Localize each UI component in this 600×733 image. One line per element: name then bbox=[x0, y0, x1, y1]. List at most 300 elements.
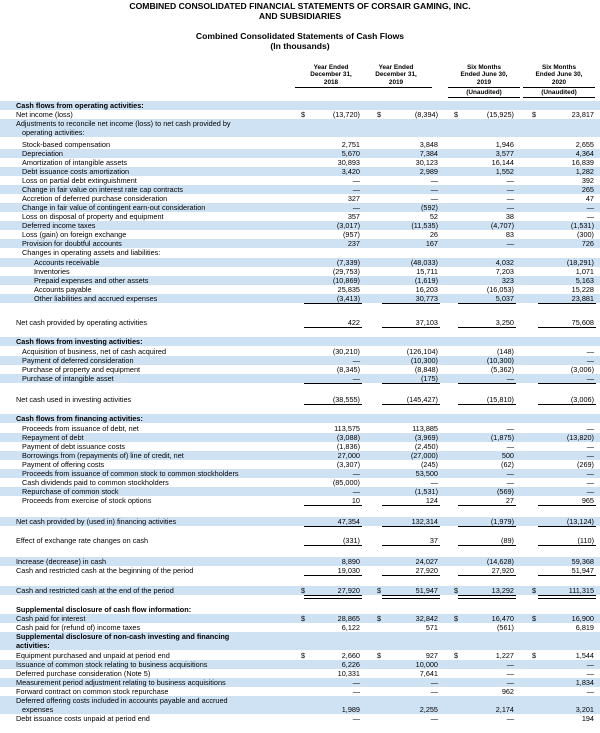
subtotal-underline bbox=[382, 383, 440, 384]
table-row bbox=[0, 110, 600, 119]
table-row bbox=[0, 714, 600, 723]
cell-value: (3,307) bbox=[336, 460, 360, 469]
table-row bbox=[0, 203, 600, 212]
cell-value: 51,947 bbox=[571, 566, 594, 575]
cell-value: (85,000) bbox=[332, 478, 360, 487]
table-row bbox=[0, 660, 600, 669]
row-label: Other liabilities and accrued expenses bbox=[34, 294, 158, 303]
cell-value: (592) bbox=[420, 203, 438, 212]
subtotal-underline bbox=[304, 545, 362, 546]
cell-value: (30,210) bbox=[332, 347, 360, 356]
row-label: Deferred offering costs included in accounts payable and accrued bbox=[16, 696, 228, 705]
cell-value: 4,032 bbox=[495, 258, 514, 267]
table-row bbox=[0, 451, 600, 460]
table-row bbox=[0, 128, 600, 137]
cell-value: — bbox=[352, 714, 360, 723]
cell-value: 500 bbox=[501, 451, 514, 460]
column-header-unaudited: (Unaudited) bbox=[523, 88, 595, 97]
table-row bbox=[0, 230, 600, 239]
table-row bbox=[0, 586, 600, 595]
row-label: Equipment purchased and unpaid at period end bbox=[16, 651, 170, 660]
cell-value: — bbox=[506, 478, 514, 487]
dollar-sign: $ bbox=[301, 110, 306, 119]
row-label: Repurchase of common stock bbox=[22, 487, 119, 496]
dollar-sign: $ bbox=[532, 651, 537, 660]
cell-value: (1,979) bbox=[490, 517, 514, 526]
cell-value: 927 bbox=[425, 651, 438, 660]
subtotal-underline bbox=[304, 505, 362, 506]
row-label: Purchase of property and equipment bbox=[22, 365, 141, 374]
cell-value: (3,413) bbox=[336, 294, 360, 303]
row-label: Inventories bbox=[34, 267, 70, 276]
row-label: Amortization of intangible assets bbox=[22, 158, 128, 167]
table-row bbox=[0, 176, 600, 185]
row-label: Measurement period adjustment relating to business acquisitions bbox=[16, 678, 226, 687]
cell-value: 962 bbox=[501, 687, 514, 696]
cell-value: (13,820) bbox=[566, 433, 594, 442]
cell-value: — bbox=[352, 374, 360, 383]
row-label: expenses bbox=[22, 705, 54, 714]
cell-value: (1,531) bbox=[414, 487, 438, 496]
row-label: Loss on partial debt extinguishment bbox=[22, 176, 137, 185]
row-label: Accounts payable bbox=[34, 285, 92, 294]
cell-value: (1,619) bbox=[414, 276, 438, 285]
table-row bbox=[0, 239, 600, 248]
statement-title: COMBINED CONSOLIDATED FINANCIAL STATEMENTS OF CORSAIR GAMING, INC. bbox=[129, 1, 471, 11]
subtotal-underline bbox=[538, 575, 596, 576]
cell-value: 2,660 bbox=[341, 651, 360, 660]
cell-value: (8,848) bbox=[414, 365, 438, 374]
dollar-sign: $ bbox=[532, 586, 537, 595]
cell-value: 27,000 bbox=[337, 451, 360, 460]
column-header-year: 2019 bbox=[448, 79, 520, 88]
cell-value: — bbox=[506, 469, 514, 478]
column-header bbox=[448, 64, 520, 98]
row-label: Proceeds from issuance of debt, net bbox=[22, 424, 139, 433]
cell-value: — bbox=[586, 469, 594, 478]
table-row bbox=[0, 669, 600, 678]
dollar-sign: $ bbox=[301, 651, 306, 660]
subtotal-underline bbox=[538, 327, 596, 328]
cell-value: (175) bbox=[420, 374, 438, 383]
cell-value: — bbox=[506, 239, 514, 248]
dollar-sign: $ bbox=[377, 614, 382, 623]
row-label: Proceeds from issuance of common stock to common stockholders bbox=[22, 469, 239, 478]
dollar-sign: $ bbox=[454, 586, 459, 595]
table-row bbox=[0, 119, 600, 128]
subtotal-underline bbox=[458, 526, 516, 527]
cell-value: 7,641 bbox=[419, 669, 438, 678]
subtotal-underline bbox=[304, 383, 362, 384]
row-label: Change in fair value on interest rate cap contracts bbox=[22, 185, 184, 194]
cell-value: — bbox=[506, 442, 514, 451]
cell-value: (3,006) bbox=[570, 365, 594, 374]
table-row bbox=[0, 337, 600, 346]
row-label: operating activities: bbox=[22, 128, 85, 137]
table-row bbox=[0, 365, 600, 374]
cell-value: 30,893 bbox=[337, 158, 360, 167]
cell-value: 6,122 bbox=[341, 623, 360, 632]
row-label: Cash flows from financing activities: bbox=[16, 414, 143, 423]
cell-value: — bbox=[586, 478, 594, 487]
cell-value: (3,017) bbox=[336, 221, 360, 230]
cell-value: 16,203 bbox=[415, 285, 438, 294]
row-label: Proceeds from exercise of stock options bbox=[22, 496, 152, 505]
cell-value: (10,869) bbox=[332, 276, 360, 285]
column-header-line: Six Months bbox=[466, 64, 502, 71]
table-row bbox=[0, 221, 600, 230]
cell-value: 5,163 bbox=[575, 276, 594, 285]
cell-value: 1,552 bbox=[495, 167, 514, 176]
subtotal-underline bbox=[458, 404, 516, 405]
cell-value: (110) bbox=[577, 536, 594, 545]
row-label: Change in fair value of contingent earn-out consideration bbox=[22, 203, 206, 212]
table-row bbox=[0, 623, 600, 632]
row-label: Net income (loss) bbox=[16, 110, 73, 119]
cell-value: 3,848 bbox=[419, 140, 438, 149]
cell-value: (269) bbox=[576, 460, 594, 469]
cell-value: 52 bbox=[429, 212, 438, 221]
cell-value: 3,420 bbox=[341, 167, 360, 176]
row-label: Forward contract on common stock repurchase bbox=[16, 687, 169, 696]
cell-value: — bbox=[506, 678, 514, 687]
cell-value: 113,575 bbox=[334, 424, 360, 433]
subtotal-underline bbox=[458, 505, 516, 506]
cell-value: 327 bbox=[347, 194, 360, 203]
cell-value: (13,124) bbox=[566, 517, 594, 526]
table-row bbox=[0, 460, 600, 469]
cell-value: 27 bbox=[505, 496, 514, 505]
column-header-line: December 31, bbox=[310, 71, 352, 79]
table-row bbox=[0, 276, 600, 285]
cell-value: 571 bbox=[425, 623, 438, 632]
row-label: Cash dividends paid to common stockholders bbox=[22, 478, 169, 487]
table-row bbox=[0, 347, 600, 356]
subtotal-underline bbox=[538, 404, 596, 405]
cell-value: (10,300) bbox=[410, 356, 438, 365]
statement-units: (In thousands) bbox=[270, 41, 330, 51]
cell-value: 265 bbox=[581, 185, 594, 194]
row-label: Issuance of common stock relating to business acquisitions bbox=[16, 660, 208, 669]
row-label: Payment of offering costs bbox=[22, 460, 105, 469]
cell-value: 3,250 bbox=[495, 318, 514, 327]
cell-value: 27,920 bbox=[415, 566, 438, 575]
cell-value: — bbox=[586, 212, 594, 221]
cell-value: 47,354 bbox=[337, 517, 360, 526]
row-label: Effect of exchange rate changes on cash bbox=[16, 536, 149, 545]
row-label: Borrowings from (repayments of) line of credit, net bbox=[22, 451, 184, 460]
row-label: Cash and restricted cash at the beginning of the period bbox=[16, 566, 194, 575]
cell-value: 726 bbox=[581, 239, 594, 248]
cell-value: 51,947 bbox=[415, 586, 438, 595]
cell-value: — bbox=[506, 424, 514, 433]
cell-value: (14,628) bbox=[486, 557, 514, 566]
subtotal-underline bbox=[538, 526, 596, 527]
table-row bbox=[0, 566, 600, 575]
table-row bbox=[0, 442, 600, 451]
row-label: Payment of deferred consideration bbox=[22, 356, 134, 365]
row-label: Net cash provided by (used in) financing activities bbox=[16, 517, 177, 526]
cell-value: (11,535) bbox=[411, 221, 438, 230]
cell-value: 16,470 bbox=[491, 614, 514, 623]
subtotal-underline bbox=[458, 545, 516, 546]
cell-value: (2,450) bbox=[414, 442, 438, 451]
cell-value: 15,228 bbox=[571, 285, 594, 294]
cell-value: — bbox=[430, 194, 438, 203]
row-label: Cash paid for (refund of) income taxes bbox=[16, 623, 141, 632]
cell-value: 16,144 bbox=[491, 158, 514, 167]
cell-value: 32,842 bbox=[415, 614, 438, 623]
cell-value: — bbox=[586, 424, 594, 433]
cell-value: — bbox=[586, 442, 594, 451]
subtotal-underline bbox=[458, 327, 516, 328]
column-header-line: Year Ended bbox=[313, 64, 349, 71]
cell-value: 27,920 bbox=[337, 586, 360, 595]
table-row bbox=[0, 478, 600, 487]
row-label: activities: bbox=[16, 641, 50, 650]
cell-value: 27,920 bbox=[491, 566, 514, 575]
dollar-sign: $ bbox=[454, 110, 459, 119]
cell-value: (8,345) bbox=[336, 365, 360, 374]
cell-value: 10,000 bbox=[415, 660, 438, 669]
table-row bbox=[0, 414, 600, 423]
cell-value: (62) bbox=[501, 460, 514, 469]
subtotal-underline bbox=[382, 575, 440, 576]
cell-value: 37,103 bbox=[415, 318, 438, 327]
row-label: Accounts receivable bbox=[34, 258, 100, 267]
cell-value: 23,881 bbox=[571, 294, 594, 303]
cell-value: 1,071 bbox=[575, 267, 594, 276]
cell-value: — bbox=[352, 687, 360, 696]
cell-value: — bbox=[586, 660, 594, 669]
dollar-sign: $ bbox=[377, 586, 382, 595]
row-label: Debt issuance costs unpaid at period end bbox=[16, 714, 150, 723]
cell-value: 37 bbox=[429, 536, 438, 545]
column-header-line: Six Months bbox=[541, 64, 577, 71]
cell-value: (957) bbox=[342, 230, 360, 239]
cell-value: 83 bbox=[505, 230, 514, 239]
cell-value: 5,670 bbox=[341, 149, 360, 158]
cell-value: — bbox=[506, 714, 514, 723]
cell-value: — bbox=[586, 356, 594, 365]
row-label: Loss on disposal of property and equipment bbox=[22, 212, 164, 221]
table-row bbox=[0, 614, 600, 623]
cell-value: 113,885 bbox=[412, 424, 438, 433]
row-label: Stock-based compensation bbox=[22, 140, 111, 149]
cell-value: 237 bbox=[347, 239, 360, 248]
subtotal-underline bbox=[382, 505, 440, 506]
cell-value: — bbox=[430, 185, 438, 194]
cell-value: (4,707) bbox=[490, 221, 514, 230]
row-label: Provision for doubtful accounts bbox=[22, 239, 122, 248]
cell-value: — bbox=[506, 669, 514, 678]
cell-value: 7,203 bbox=[495, 267, 514, 276]
column-header-line: Ended June 30, bbox=[460, 71, 508, 79]
cell-value: (126,104) bbox=[406, 347, 438, 356]
cell-value: 1,544 bbox=[575, 651, 594, 660]
table-row bbox=[0, 696, 600, 705]
cell-value: (7,339) bbox=[336, 258, 360, 267]
row-label: Adjustments to reconcile net income (loss) to net cash provided by bbox=[16, 119, 231, 128]
cell-value: — bbox=[586, 374, 594, 383]
row-label: Net cash used in investing activities bbox=[16, 395, 132, 404]
cell-value: — bbox=[586, 487, 594, 496]
cell-value: — bbox=[430, 687, 438, 696]
row-label: Deferred income taxes bbox=[22, 221, 96, 230]
row-label: Accretion of deferred purchase consideration bbox=[22, 194, 168, 203]
cell-value: (561) bbox=[496, 623, 514, 632]
row-label: Purchase of intangible asset bbox=[22, 374, 114, 383]
cell-value: — bbox=[352, 356, 360, 365]
table-row bbox=[0, 158, 600, 167]
cell-value: — bbox=[352, 203, 360, 212]
cell-value: (89) bbox=[501, 536, 514, 545]
cell-value: (1,531) bbox=[570, 221, 594, 230]
subtotal-underline bbox=[538, 505, 596, 506]
table-row bbox=[0, 185, 600, 194]
cell-value: (148) bbox=[496, 347, 514, 356]
cell-value: 357 bbox=[347, 212, 360, 221]
cell-value: 19,030 bbox=[337, 566, 360, 575]
cell-value: 10 bbox=[351, 496, 360, 505]
column-header-year: 2020 bbox=[523, 79, 595, 88]
table-row bbox=[0, 294, 600, 303]
subtotal-underline bbox=[382, 545, 440, 546]
dollar-sign: $ bbox=[532, 110, 537, 119]
cell-value: — bbox=[586, 347, 594, 356]
subtotal-underline bbox=[382, 327, 440, 328]
cell-value: (3,006) bbox=[570, 395, 594, 404]
cell-value: 1,227 bbox=[495, 651, 514, 660]
cell-value: (569) bbox=[496, 487, 514, 496]
cell-value: 124 bbox=[425, 496, 438, 505]
table-row bbox=[0, 167, 600, 176]
cell-value: (145,427) bbox=[406, 395, 438, 404]
cell-value: (300) bbox=[576, 230, 594, 239]
table-row bbox=[0, 678, 600, 687]
cell-value: (5,362) bbox=[490, 365, 514, 374]
row-label: Debt issuance costs amortization bbox=[22, 167, 130, 176]
cell-value: 16,839 bbox=[571, 158, 594, 167]
subtotal-underline bbox=[382, 404, 440, 405]
row-label: Supplemental disclosure of cash flow information: bbox=[16, 605, 192, 614]
subtotal-underline bbox=[538, 383, 596, 384]
cell-value: 7,384 bbox=[419, 149, 438, 158]
column-header bbox=[523, 64, 595, 98]
total-double-underline bbox=[458, 595, 516, 599]
table-row bbox=[0, 517, 600, 526]
cell-value: (3,088) bbox=[336, 433, 360, 442]
cell-value: (245) bbox=[420, 460, 438, 469]
cell-value: — bbox=[506, 374, 514, 383]
row-label: Prepaid expenses and other assets bbox=[34, 276, 149, 285]
table-row bbox=[0, 632, 600, 641]
cell-value: (10,300) bbox=[486, 356, 514, 365]
cell-value: (3,969) bbox=[414, 433, 438, 442]
cell-value: 13,292 bbox=[491, 586, 514, 595]
dollar-sign: $ bbox=[454, 651, 459, 660]
cell-value: — bbox=[506, 203, 514, 212]
subtotal-underline bbox=[458, 575, 516, 576]
subtotal-underline bbox=[304, 526, 362, 527]
subtotal-underline bbox=[304, 327, 362, 328]
table-row bbox=[0, 318, 600, 327]
table-row bbox=[0, 212, 600, 221]
column-header bbox=[360, 64, 432, 88]
row-label: Repayment of debt bbox=[22, 433, 84, 442]
subtotal-underline bbox=[538, 545, 596, 546]
table-row bbox=[0, 395, 600, 404]
cell-value: — bbox=[352, 185, 360, 194]
cell-value: 2,989 bbox=[419, 167, 438, 176]
cell-value: 6,226 bbox=[341, 660, 360, 669]
cell-value: 5,037 bbox=[495, 294, 514, 303]
cell-value: — bbox=[586, 451, 594, 460]
statement-subtitle: Combined Consolidated Statements of Cash Flows bbox=[195, 31, 405, 41]
subtotal-underline bbox=[304, 404, 362, 405]
cell-value: — bbox=[586, 203, 594, 212]
row-label: Cash flows from operating activities: bbox=[16, 101, 144, 110]
subtotal-underline bbox=[304, 303, 362, 304]
cell-value: — bbox=[352, 678, 360, 687]
cell-value: 1,834 bbox=[575, 678, 594, 687]
cell-value: — bbox=[430, 714, 438, 723]
total-double-underline bbox=[538, 595, 596, 599]
table-row bbox=[0, 285, 600, 294]
cell-value: 422 bbox=[347, 318, 360, 327]
column-header-line: Year Ended bbox=[378, 64, 414, 71]
cell-value: 23,817 bbox=[571, 110, 594, 119]
row-label: Acquisition of business, net of cash acquired bbox=[22, 347, 166, 356]
subtotal-underline bbox=[458, 303, 516, 304]
cell-value: 25,835 bbox=[337, 285, 360, 294]
subtotal-underline bbox=[304, 575, 362, 576]
cell-value: 26 bbox=[429, 230, 438, 239]
cell-value: — bbox=[430, 678, 438, 687]
cell-value: 2,751 bbox=[341, 140, 360, 149]
subtotal-underline bbox=[538, 303, 596, 304]
table-row bbox=[0, 705, 600, 714]
table-row bbox=[0, 140, 600, 149]
row-label: Net cash provided by operating activities bbox=[16, 318, 148, 327]
cell-value: — bbox=[586, 687, 594, 696]
cell-value: 38 bbox=[505, 212, 514, 221]
table-row bbox=[0, 469, 600, 478]
cell-value: — bbox=[506, 194, 514, 203]
table-row bbox=[0, 374, 600, 383]
table-row bbox=[0, 267, 600, 276]
column-header-year: 2018 bbox=[295, 79, 367, 88]
table-row bbox=[0, 557, 600, 566]
table-row bbox=[0, 605, 600, 614]
subtotal-underline bbox=[382, 303, 440, 304]
row-label: Cash flows from investing activities: bbox=[16, 337, 143, 346]
cell-value: 53,500 bbox=[415, 469, 438, 478]
cell-value: — bbox=[352, 176, 360, 185]
cell-value: — bbox=[506, 660, 514, 669]
row-label: Depreciation bbox=[22, 149, 63, 158]
table-row bbox=[0, 536, 600, 545]
cell-value: 4,364 bbox=[575, 149, 594, 158]
cell-value: (1,875) bbox=[490, 433, 514, 442]
cell-value: 965 bbox=[581, 496, 594, 505]
cell-value: — bbox=[430, 176, 438, 185]
cell-value: (38,555) bbox=[332, 395, 360, 404]
cell-value: (13,720) bbox=[332, 110, 360, 119]
column-header bbox=[295, 64, 367, 88]
table-row bbox=[0, 496, 600, 505]
cell-value: 2,655 bbox=[575, 140, 594, 149]
